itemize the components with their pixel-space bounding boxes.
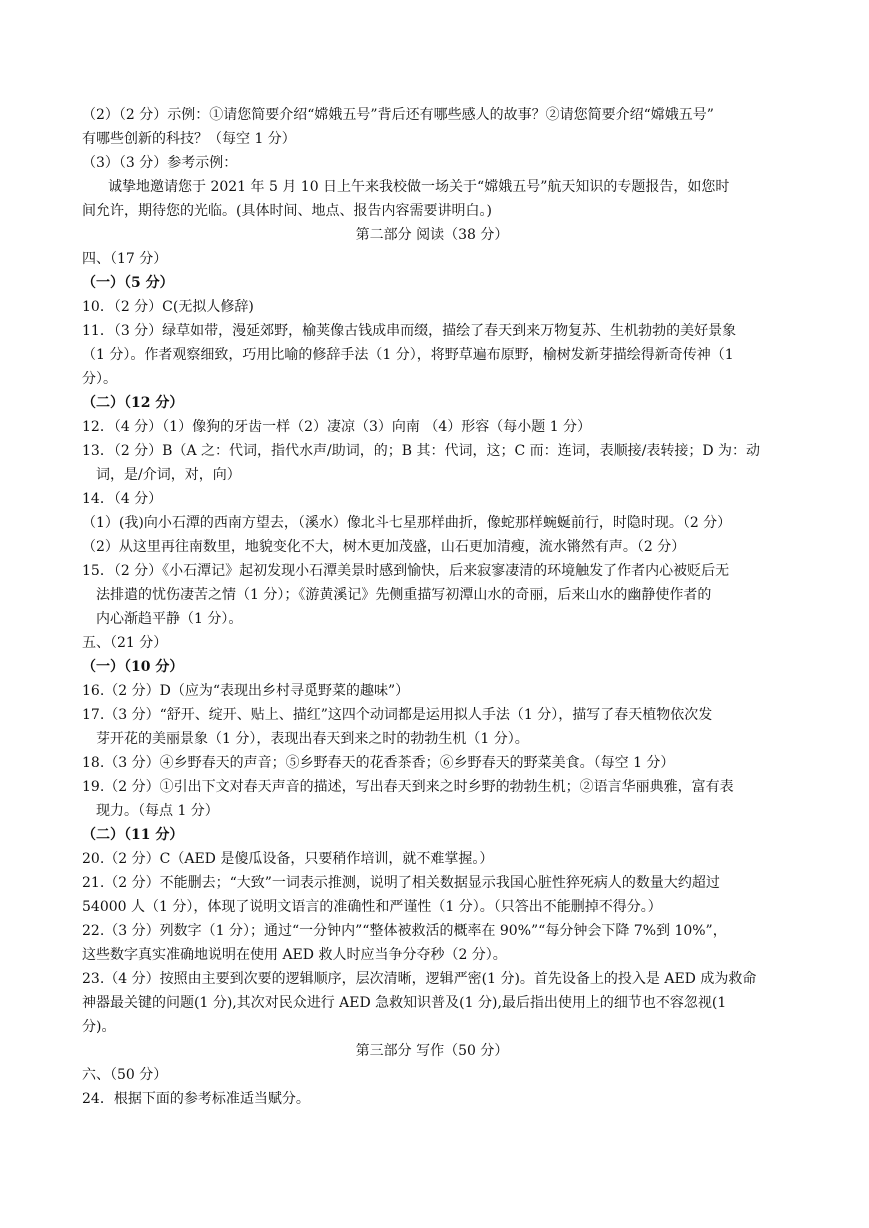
- answer-line: 分)。: [82, 1019, 116, 1035]
- subsection-heading: （一）（10 分）: [82, 659, 184, 675]
- answer-line: 10．（2 分）C(无拟人修辞): [82, 299, 254, 315]
- answer-line: 法排遣的忧伤凄苦之情（1 分）；《游黄溪记》先侧重描写初潭山水的奇丽，后来山水的幽静使作者的: [96, 587, 712, 603]
- answer-line: 15．（2 分）《小石潭记》起初发现小石潭美景时感到愉快，后来寂寥凄清的环境触发了作者内心被贬后无: [82, 563, 730, 579]
- answer-line: （1）(我)向小石潭的西南方望去，（溪水）像北斗七星那样曲折，像蛇那样蜿蜒前行，时隐时现。（2 分）: [82, 515, 732, 531]
- answer-line: 芽开花的美丽景象（1 分），表现出春天到来之时的勃勃生机（1 分）。: [96, 731, 529, 747]
- answer-line: 23.（4 分）按照由主要到次要的逻辑顺序，层次清晰，逻辑严密(1 分)。首先设备上的投入是 AED 成为救命: [82, 971, 757, 987]
- answer-line: 16.（2 分）D（应为“表现出乡村寻觅野菜的趣味”）: [82, 683, 410, 699]
- answer-line: 11．（3 分）绿草如带，漫延郊野，榆荚像古钱成串而缀，描绘了春天到来万物复苏、生机勃勃的美好景象: [82, 323, 737, 339]
- answer-line: 20.（2 分）C（AED 是傻瓜设备，只要稍作培训，就不难掌握。）: [82, 851, 494, 867]
- answer-line: 内心渐趋平静（1 分）。: [96, 611, 243, 627]
- answer-line: 这些数字真实准确地说明在使用 AED 救人时应当争分夺秒（2 分）。: [82, 947, 507, 963]
- answer-line: 22.（3 分）列数字（1 分）；通过“一分钟内”“整体被救活的概率在 90%”“每分钟会下降 7%到 10%”，: [82, 923, 727, 939]
- answer-line: 词，是/介词，对，向）: [96, 467, 241, 483]
- question-group-heading: 四、（17 分）: [82, 251, 168, 267]
- answer-line: （2）从这里再往南数里，地貌变化不大，树木更加茂盛，山石更加清瘦，流水锵然有声。（2 分）: [82, 539, 686, 555]
- answer-line: 分）。: [82, 371, 117, 387]
- subsection-heading: （一）（5 分）: [82, 275, 174, 291]
- answer-line: 现力。（每点 1 分）: [96, 803, 219, 819]
- answer-line: 13．（2 分）B（A 之：代词，指代水声/助词，的；B 其：代词，这；C 而：连词，表顺接/表转接；D 为：动: [82, 443, 761, 459]
- answer-line: 12．（4 分）（1）像狗的牙齿一样（2）凄凉（3）向南 （4）形容（每小题 1 分）: [82, 419, 592, 435]
- answer-line: （3）（3 分）参考示例：: [82, 155, 238, 171]
- answer-line: 18.（3 分）④乡野春天的声音；⑤乡野春天的花香茶香；⑥乡野春天的野菜美食。（每空 1 分）: [82, 755, 675, 771]
- answer-line: 有哪些创新的科技？（每空 1 分）: [82, 131, 296, 147]
- answer-line: 14．（4 分）: [82, 491, 163, 507]
- question-group-heading: 五、（21 分）: [82, 635, 168, 651]
- subsection-heading: （二）（11 分）: [82, 827, 184, 843]
- subsection-heading: （二）（12 分）: [82, 395, 184, 411]
- section-heading: 第二部分 阅读（38 分）: [355, 227, 509, 243]
- answer-line: 21.（2 分）不能删去；“大致”一词表示推测，说明了相关数据显示我国心脏性猝死病人的数量大约超过: [82, 875, 720, 891]
- answer-line: 神器最关键的问题(1 分),其次对民众进行 AED 急救知识普及(1 分),最后指出使用上的细节也不容忽视(1: [82, 995, 727, 1011]
- question-group-heading: 六、（50 分）: [82, 1067, 168, 1083]
- answer-line: 诚挚地邀请您于 2021 年 5 月 10 日上午来我校做一场关于“嫦娥五号”航天知识的专题报告，如您时: [108, 179, 730, 195]
- answer-line: 24．根据下面的参考标准适当赋分。: [82, 1091, 310, 1107]
- section-heading: 第三部分 写作（50 分）: [355, 1043, 509, 1059]
- answer-line: （2）（2 分）示例：①请您简要介绍“嫦娥五号”背后还有哪些感人的故事？②请您简要介绍“嫦娥五号”: [82, 107, 714, 123]
- answer-line: 17.（3 分）“舒开、绽开、贴上、描红”这四个动词都是运用拟人手法（1 分），描写了春天植物依次发: [82, 707, 713, 723]
- answer-line: 间允许，期待您的光临。(具体时间、地点、报告内容需要讲明白。): [82, 203, 492, 219]
- answer-line: 19.（2 分）①引出下文对春天声音的描述，写出春天到来之时乡野的勃勃生机；②语言华丽典雅，富有表: [82, 779, 734, 795]
- answer-line: （1 分）。作者观察细致，巧用比喻的修辞手法（1 分），将野草遍布原野，榆树发新芽描绘得新奇传神（1: [82, 347, 734, 363]
- answer-line: 54000 人（1 分），体现了说明文语言的准确性和严谨性（1 分）。（只答出不能删掉不得分。）: [82, 899, 662, 915]
